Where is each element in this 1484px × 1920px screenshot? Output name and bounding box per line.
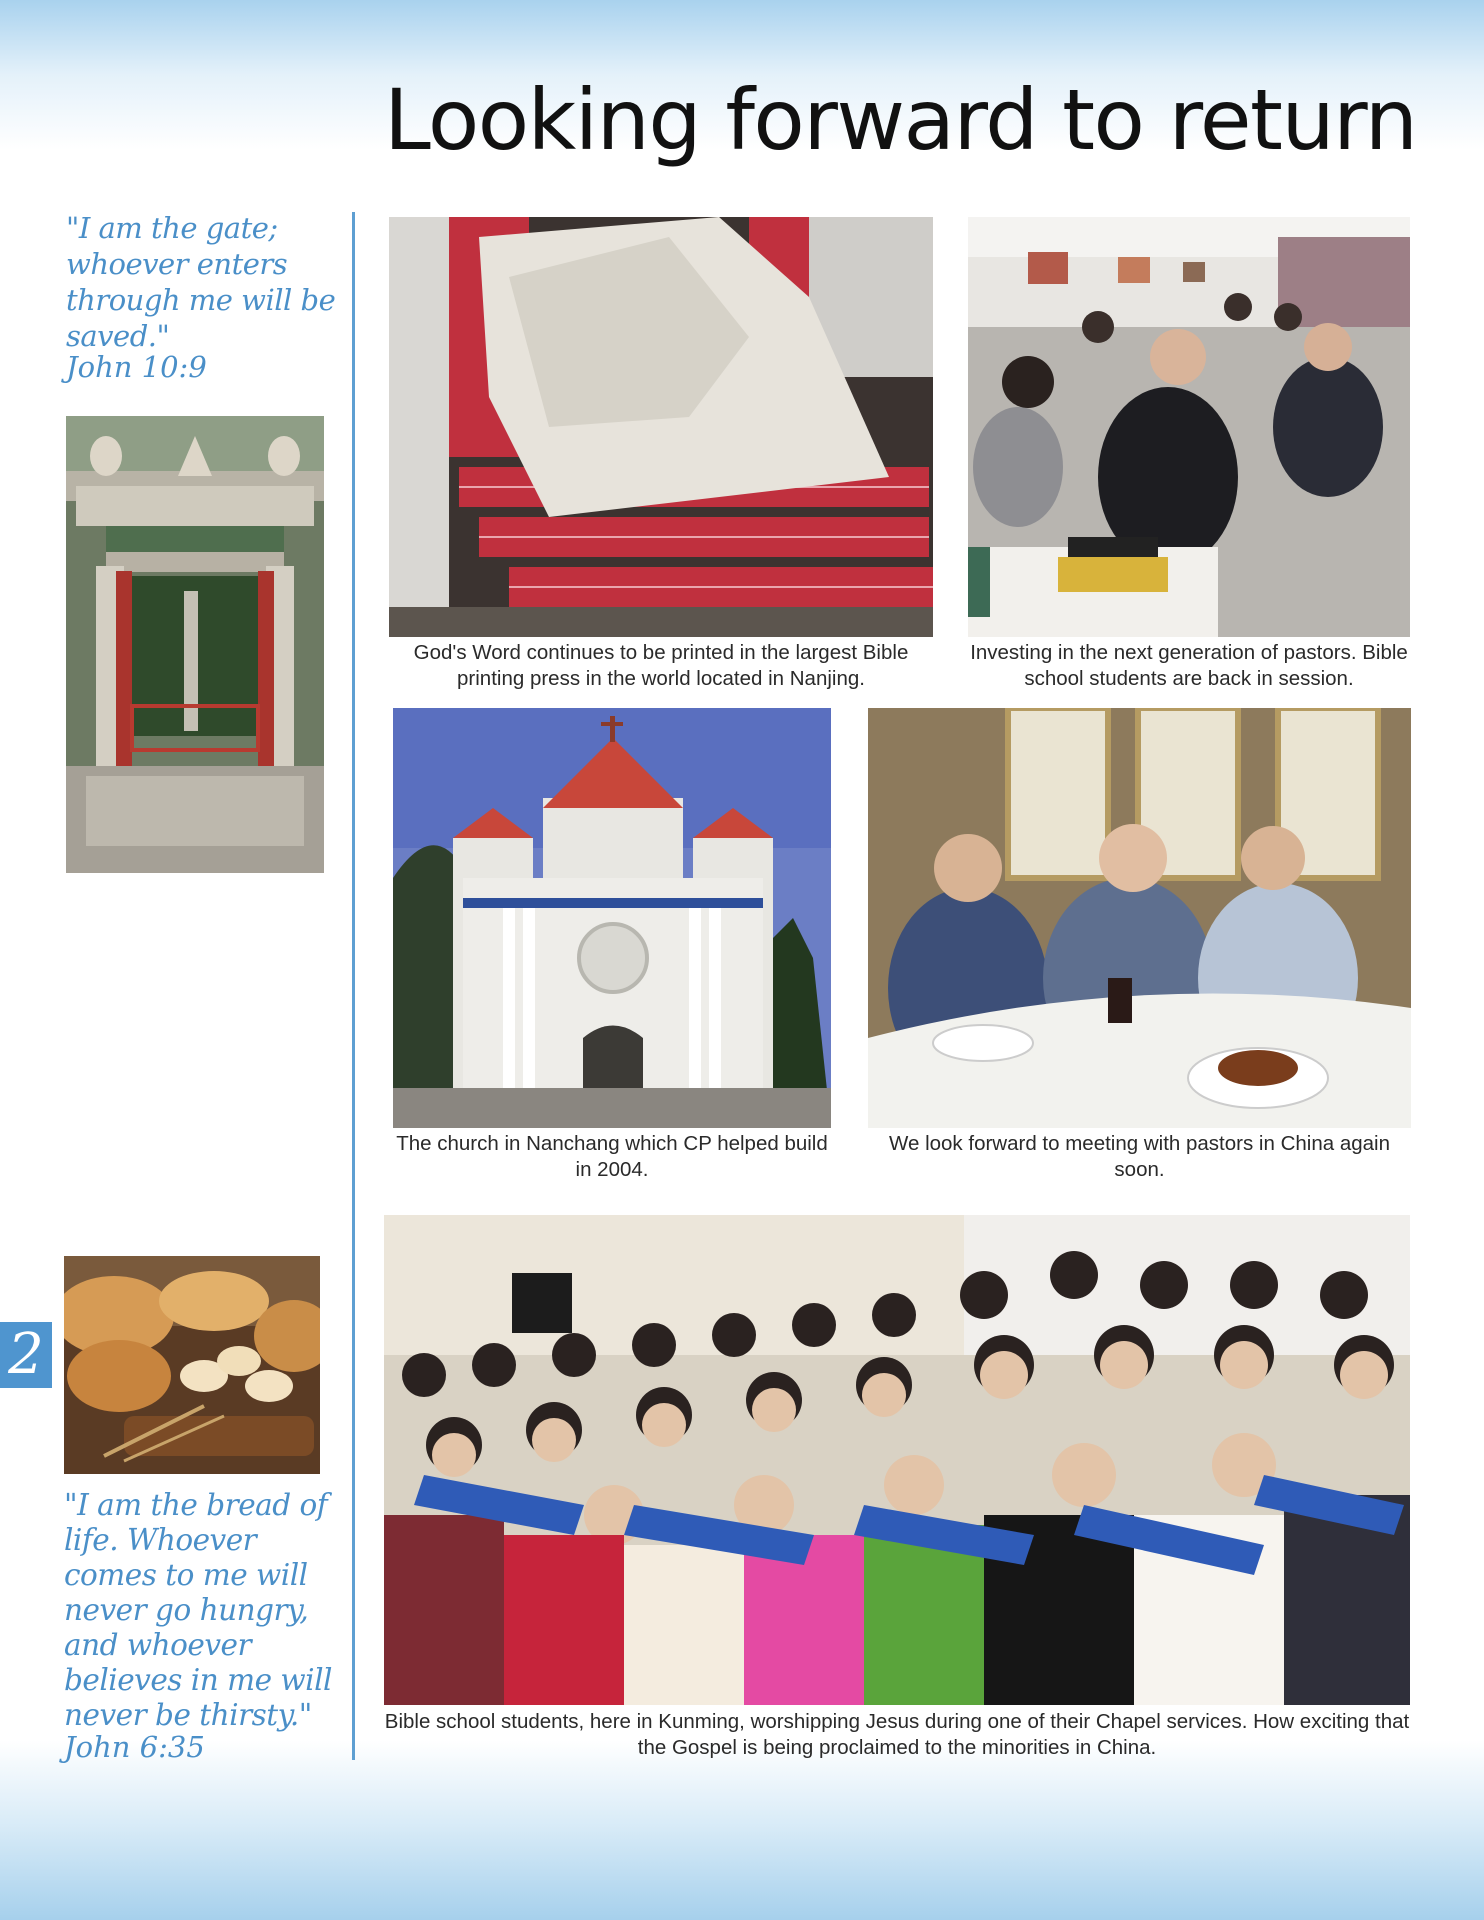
page-number-tab: 2 [0,1322,52,1388]
dinner-caption: We look forward to meeting with pastors in China again soon. [889,1132,1390,1181]
column-divider [352,212,355,1760]
bibles-caption: God's Word continues to be printed in the largest Bible printing press in the world located in Nanjing. [413,641,909,690]
scripture-reference-gate: John 10:9 [66,350,207,384]
bread-photo [64,1256,320,1474]
scripture-quote-gate: "I am the gate; whoever enters through me will be saved." [66,211,336,353]
bible-school-classroom-photo [968,217,1410,637]
nanchang-church-photo [393,708,831,1128]
choir-caption: Bible school students, here in Kunming, worshipping Jesus during one of their Chapel services. How exciting that the Gospel is being proclaimed to the minorities in China. [384,1710,1410,1759]
classroom-caption: Investing in the next generation of pastors. Bible school students are back in session. [970,641,1408,690]
gate-photo [66,416,324,873]
page-title: Looking forward to return [384,71,1417,169]
church-caption: The church in Nanchang which CP helped build in 2004. [396,1132,828,1181]
bibles-printing-photo [389,217,933,637]
scripture-reference-bread: John 6:35 [64,1730,205,1764]
pastors-dinner-photo [868,708,1411,1128]
scripture-quote-bread: "I am the bread of life. Whoever comes to me will never go hungry, and whoever believes in me will never be thirsty." [64,1488,332,1732]
kunming-choir-photo [384,1215,1410,1705]
